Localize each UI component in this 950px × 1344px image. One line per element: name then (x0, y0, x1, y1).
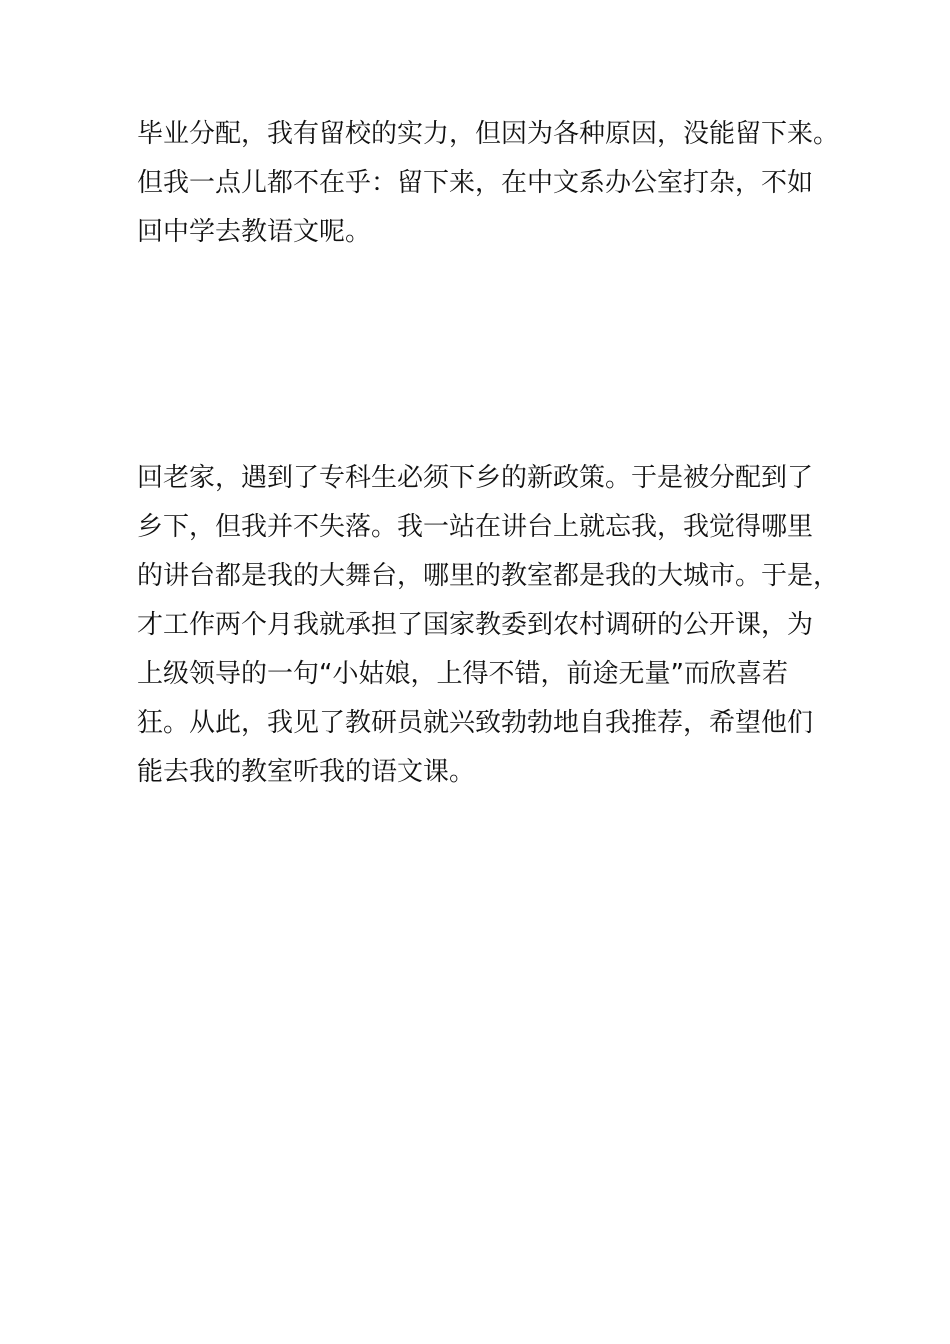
text-line: 狂。从此，我见了教研员就兴致勃勃地自我推荐，希望他们 (137, 708, 814, 738)
paragraph-hometown-teaching (137, 454, 840, 797)
text-line: 回中学去教语文呢。 (137, 217, 372, 247)
text-line: 乡下，但我并不失落。我一站在讲台上就忘我，我觉得哪里 (137, 512, 814, 542)
text-line: 才工作两个月我就承担了国家教委到农村调研的公开课，为 (137, 610, 814, 640)
text-line: 上级领导的一句“小姑娘，上得不错，前途无量”而欣喜若 (137, 659, 788, 689)
text-line: 但我一点儿都不在乎：留下来，在中文系办公室打杂，不如 (137, 168, 814, 198)
text-line: 回老家，遇到了专科生必须下乡的新政策。于是被分配到了 (137, 463, 814, 493)
text-line: 能去我的教室听我的语文课。 (137, 757, 476, 787)
text-line: 毕业分配，我有留校的实力，但因为各种原因，没能留下来。 (137, 119, 840, 149)
paragraph-graduation (137, 110, 840, 257)
text-line: 的讲台都是我的大舞台，哪里的教室都是我的大城市。于是， (137, 561, 840, 591)
